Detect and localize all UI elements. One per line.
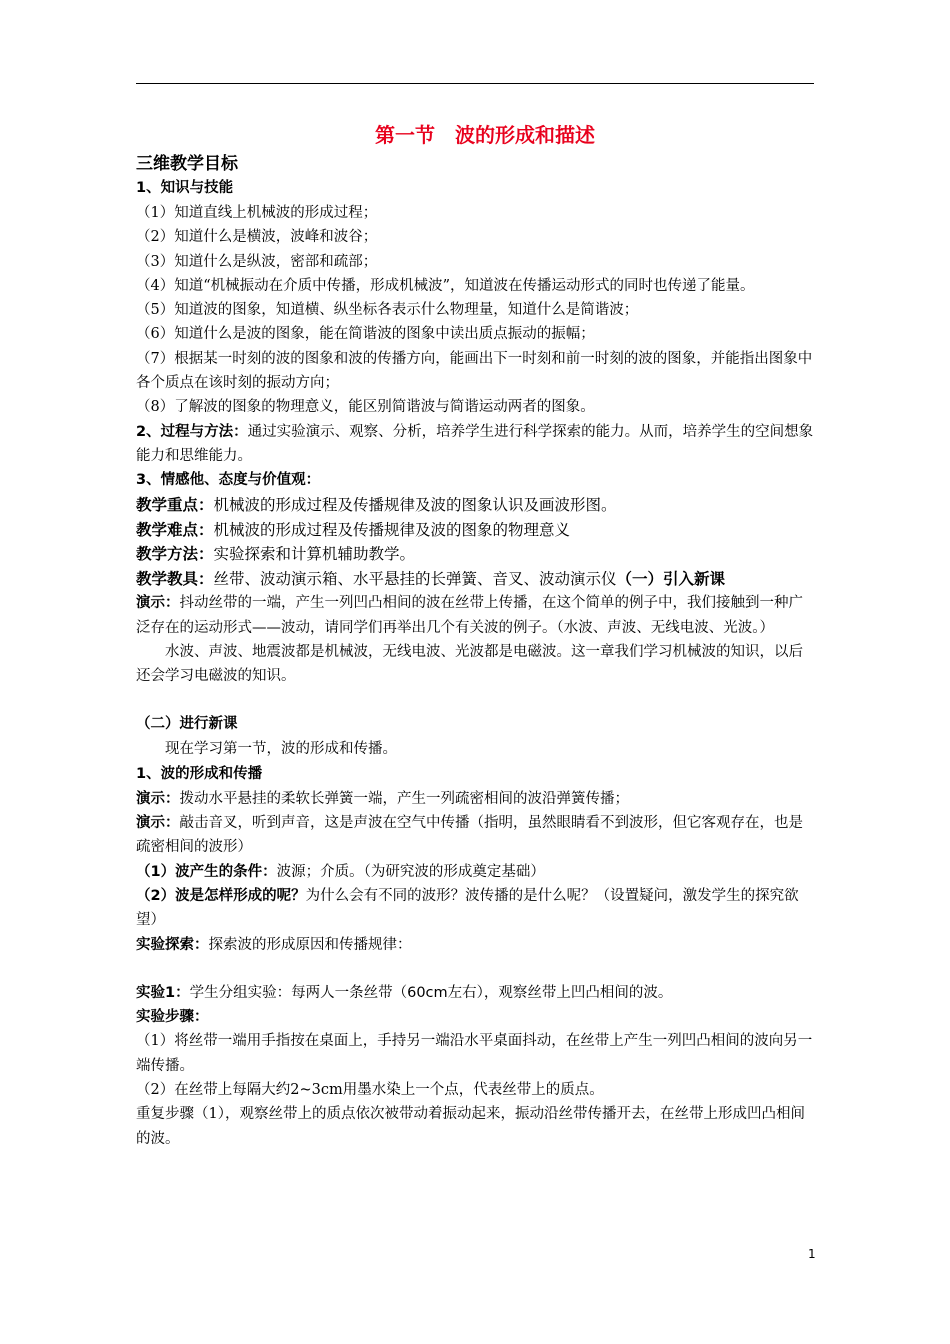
objective-5: （5）知道波的图象，知道横、纵坐标各表示什么物理量，知道什么是简谐波； [136, 302, 639, 319]
experiment-text: 学生分组实验：每两人一条丝带（60cm左右），观察丝带上凹凸相间的波。 [189, 984, 673, 1001]
wave-condition [136, 860, 816, 884]
method-text: 实验探索和计算机辅助教学。 [213, 545, 416, 564]
demo-spring [136, 787, 816, 811]
wave-formation-heading: 1、波的形成和传播 [136, 765, 263, 782]
intro-heading: （一）引入新课 [616, 569, 726, 588]
section-heading: 三维教学目标 [136, 154, 238, 174]
page-title: 第一节 波的形成和描述 [375, 123, 595, 147]
subsection-knowledge: 1、知识与技能 [136, 180, 234, 196]
header-rule [136, 83, 814, 84]
demo-text: 拨动水平悬挂的柔软长弹簧一端，产生一列疏密相间的波沿弹簧传播； [179, 790, 629, 807]
demo-label: 演示： [136, 595, 180, 612]
document-body [136, 118, 816, 1151]
objective-1: （1）知道直线上机械波的形成过程； [136, 205, 378, 221]
lesson-intro: 现在学习第一节，波的形成和传播。 [165, 741, 397, 758]
intro-paragraph: 水波、声波、地震波都是机械波，无线电波、光波都是电磁波。这一章我们学习机械波的知识，以后还会学习电磁波的知识。 [136, 643, 803, 685]
tools-text: 丝带、波动演示箱、水平悬挂的长弹簧、音叉、波动演示仪 [213, 569, 617, 588]
tools-label: 教学教具： [136, 569, 214, 588]
experiment-label: 实验1： [136, 984, 190, 1001]
difficulty-label: 教学难点： [136, 520, 214, 539]
demo-ribbon [136, 591, 816, 640]
condition-text: 波源；介质。（为研究波的形成奠定基础） [276, 863, 545, 880]
objective-8: （8）了解波的图象的物理意义，能区别简谐波与简谐运动两者的图象。 [136, 399, 595, 416]
condition-label: （1）波产生的条件： [136, 863, 277, 880]
objective-3: （3）知道什么是纵波，密部和疏部； [136, 253, 378, 270]
step-2: （2）在丝带上每隔大约2~3cm用墨水染上一个点，代表丝带上的质点。 [136, 1082, 604, 1099]
steps-heading: 实验步骤： [136, 1009, 209, 1026]
focus-text: 机械波的形成过程及传播规律及波的图象认识及画波形图。 [213, 496, 617, 515]
objective-6: （6）知道什么是波的图象，能在简谐波的图象中读出质点振动的振幅； [136, 326, 595, 343]
question-label: （2）波是怎样形成的呢？ [136, 887, 306, 904]
step-repeat: 重复步骤（1），观察丝带上的质点依次被带动着振动起来，振动沿丝带传播开去，在丝带上形成凹凸相间的波。 [136, 1106, 805, 1147]
demo-text: 敲击音叉，听到声音，这是声波在空气中传播（指明，虽然眼睛看不到波形，但它客观存在，也是疏密相间的波形） [136, 815, 803, 856]
objective-4: （4）知道“机械振动在介质中传播，形成机械波”，知道波在传播运动形式的同时也传递了能量。 [136, 277, 755, 294]
process-label: 2、过程与方法： [136, 423, 248, 440]
teaching-focus [136, 493, 816, 518]
explore-label: 实验探索： [136, 936, 209, 953]
page-number: 1 [808, 1247, 816, 1261]
process-text: 通过实验演示、观察、分析，培养学生进行科学探索的能力。从而，培养学生的空间想象能力和思维能力。 [136, 423, 814, 464]
step-1: （1）将丝带一端用手指按在桌面上，手持另一端沿水平桌面抖动，在丝带上产生一列凹凸相间的波向另一端传播。 [136, 1033, 813, 1074]
difficulty-text: 机械波的形成过程及传播规律及波的图象的物理意义 [213, 520, 571, 539]
teaching-tools [136, 567, 816, 592]
new-lesson-heading: （二）进行新课 [136, 716, 238, 733]
spacer [136, 957, 816, 981]
objective-7: （7）根据某一时刻的波的图象和波的传播方向，能画出下一时刻和前一时刻的波的图象，并能指出图象中各个质点在该时刻的振动方向； [136, 350, 813, 392]
demo-text: 抖动丝带的一端，产生一列凹凸相间的波在丝带上传播，在这个简单的例子中，我们接触到一种广泛存在的运动形式——波动，请同学们再举出几个有关波的例子。（水波、声波、无线电波、光波。） [136, 595, 803, 636]
explore-text: 探索波的形成原因和传播规律： [208, 936, 412, 953]
demo-tuning-fork [136, 811, 816, 860]
demo-label: 演示： [136, 790, 180, 807]
demo-label: 演示： [136, 815, 180, 832]
wave-question [136, 884, 816, 933]
question-text: 为什么会有不同的波形？波传播的是什么呢？（设置疑问，激发学生的探究欲望） [136, 887, 799, 929]
teaching-method [136, 542, 816, 567]
method-label: 教学方法： [136, 545, 214, 564]
subsection-attitude: 3、情感他、态度与价值观： [136, 472, 321, 489]
experiment-explore [136, 933, 816, 957]
experiment-1 [136, 981, 816, 1005]
focus-label: 教学重点： [136, 496, 214, 515]
process-method [136, 420, 816, 469]
teaching-difficulty [136, 518, 816, 543]
spacer [136, 688, 816, 712]
objective-2: （2）知道什么是横波，波峰和波谷； [136, 229, 378, 246]
